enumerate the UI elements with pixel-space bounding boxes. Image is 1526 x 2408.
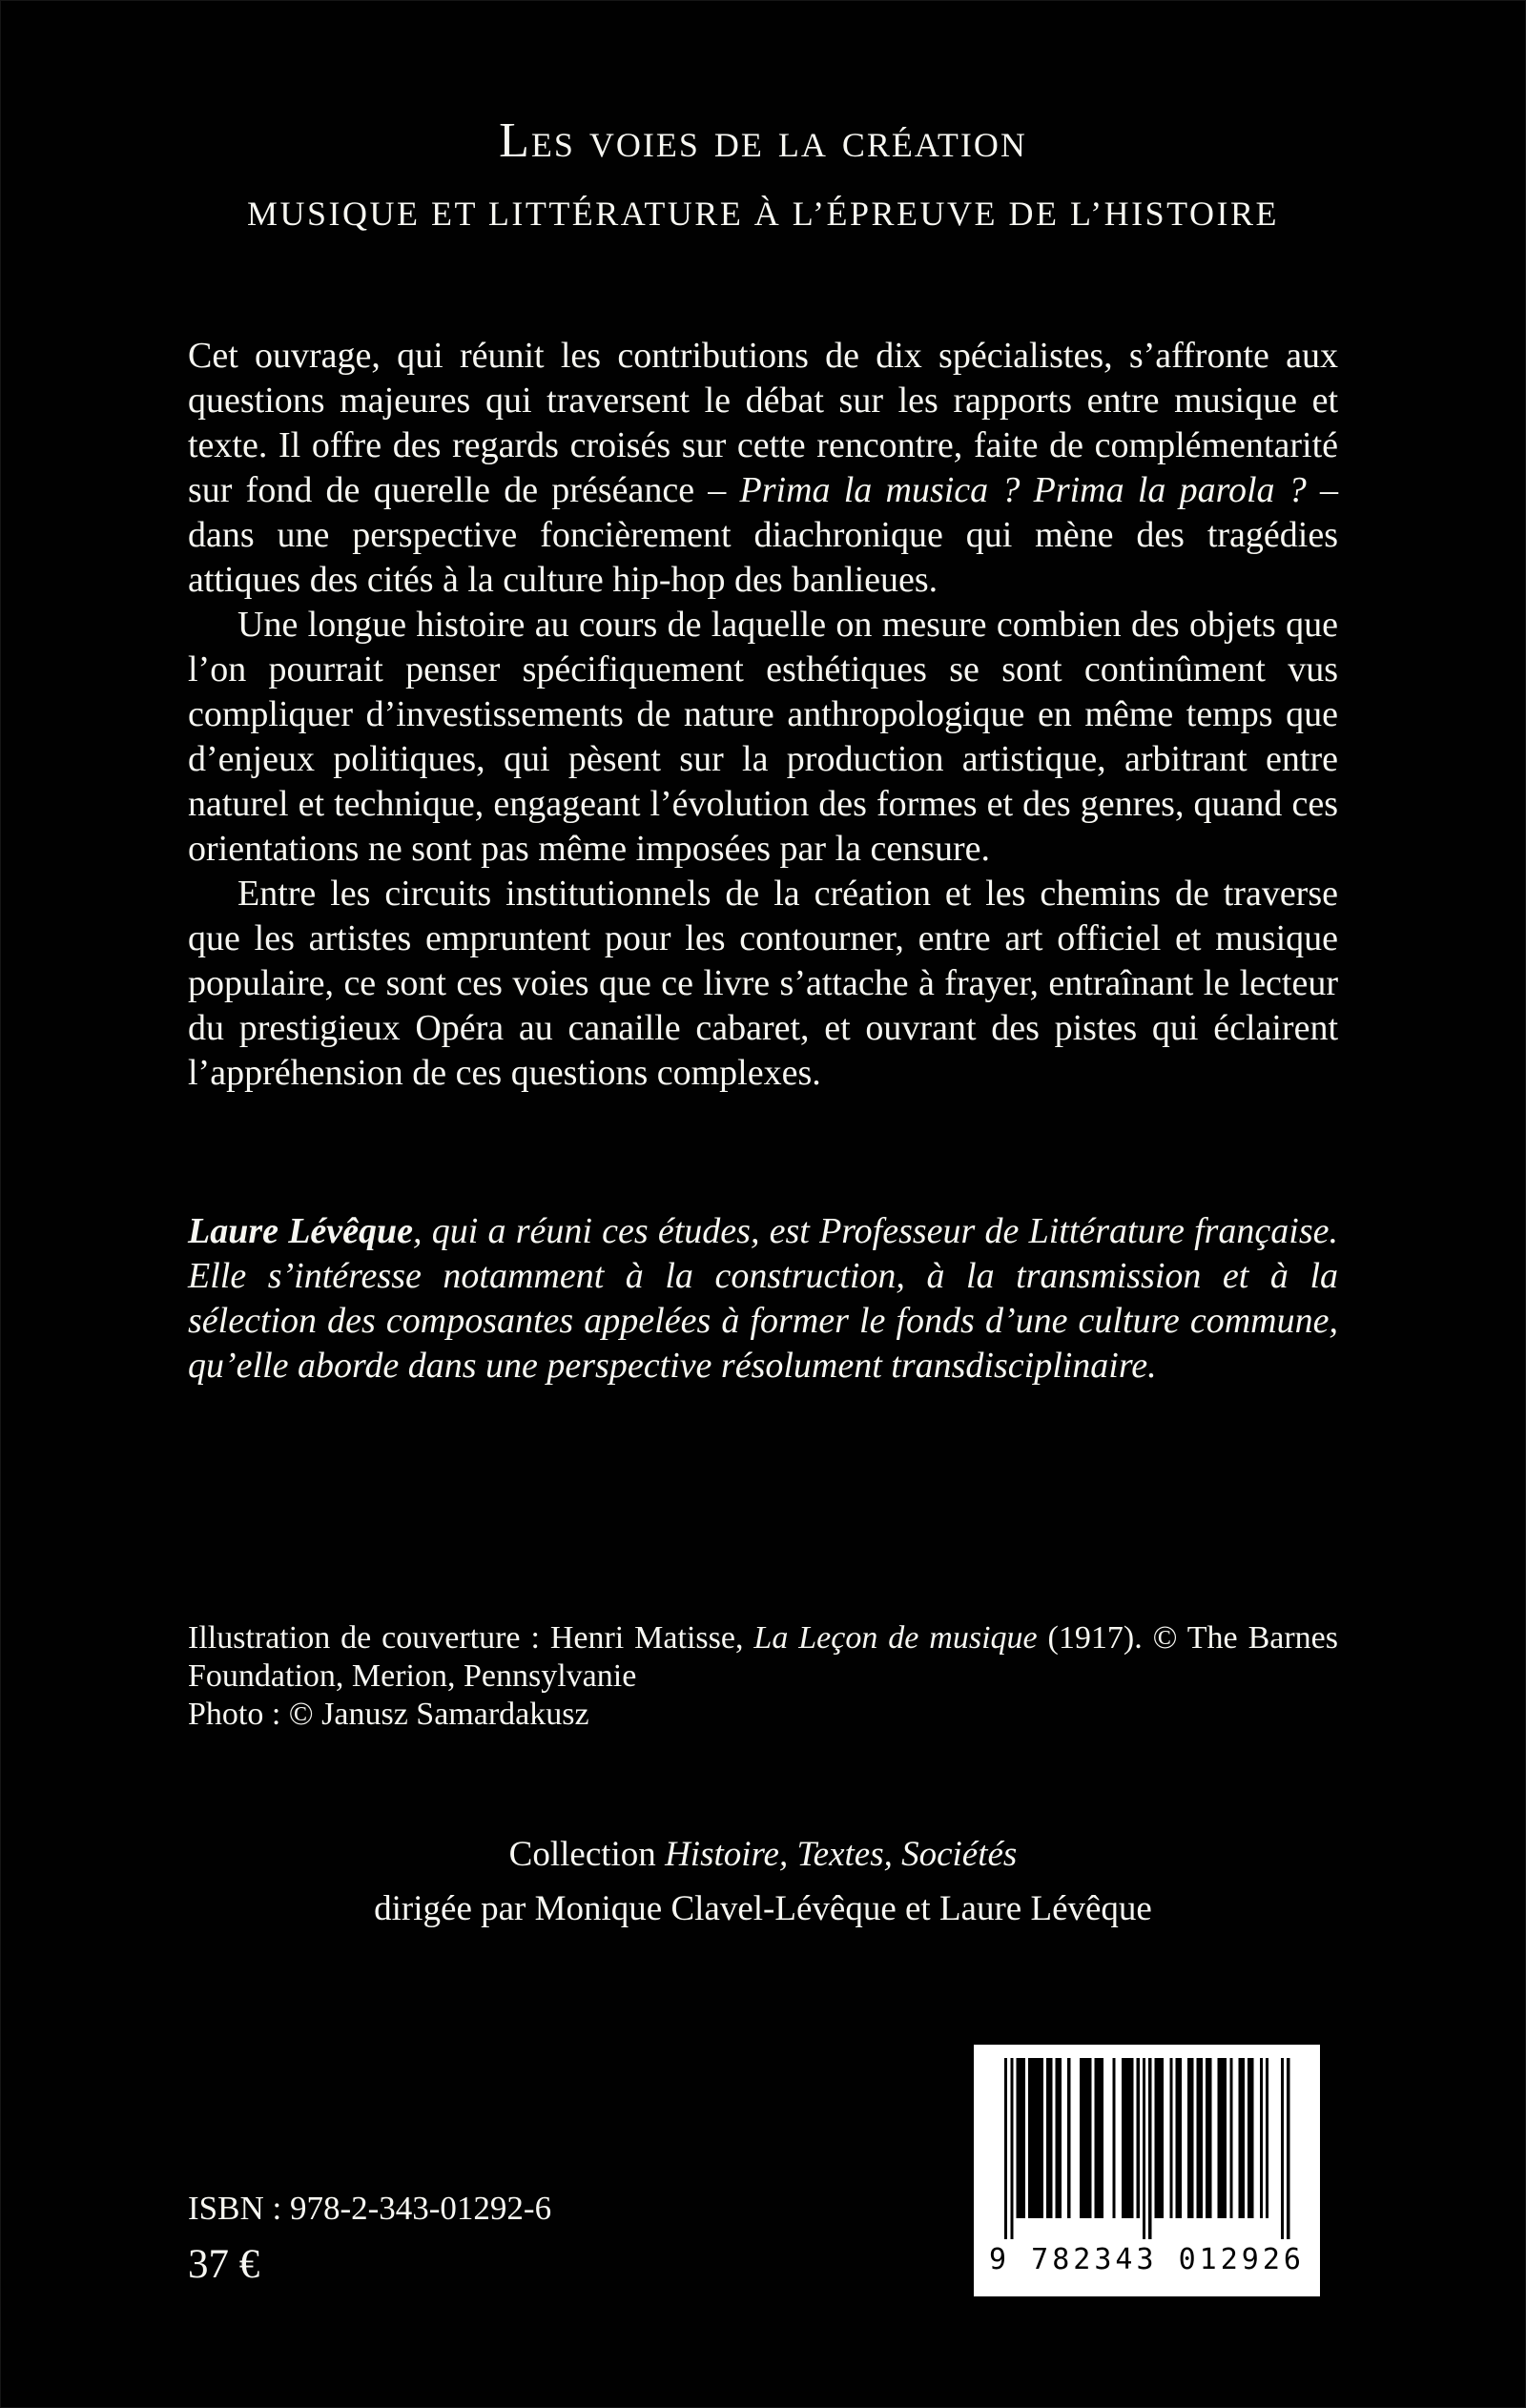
synopsis-paragraph-1: [188, 334, 1338, 603]
isbn-text: ISBN : 978-2-343-01292-6: [188, 2190, 552, 2227]
cover-credits: [188, 1619, 1338, 1734]
collection-block: [0, 1827, 1526, 1936]
collection-line-2: dirigée par Monique Clavel-Lévêque et Laure Lévêque: [374, 1889, 1152, 1928]
synopsis-paragraph-2: Une longue histoire au cours de laquelle on mesure combien des objets que l’on pourrait penser spécifiquement esthétiques se sont continûment vus compliquer d’investissements de nature anthropologique en même temps que d’enjeux politiques, qui pèsent sur la production artistique, arbitrant entre naturel et technique, engageant l’évolution des formes et des genres, quand ces orientations ne sont pas même imposées par la censure.: [188, 605, 1338, 869]
barcode-number: 9 782343 012926: [989, 2243, 1305, 2276]
price-text: 37 €: [188, 2242, 260, 2287]
synopsis-p1-text-end: – dans une perspective foncièrement diachronique qui mène des tragédies attiques des cités à la culture hip-hop des banlieues.: [188, 470, 1338, 600]
synopsis-p1-italic: Prima la musica ? Prima la parola ?: [739, 470, 1307, 510]
author-name: Laure Lévêque: [188, 1211, 414, 1251]
author-bio: [188, 1209, 1338, 1389]
collection-line-1: [0, 1827, 1526, 1882]
book-title: Les voies de la création: [499, 113, 1027, 168]
illustration-title: La Leçon de musique: [753, 1620, 1038, 1656]
illustration-credit-text-end: (1917). © The Barnes Foundation, Merion, Pennsylvanie: [188, 1620, 1339, 1694]
illustration-credit-text: Illustration de couverture : Henri Matisse,: [188, 1620, 754, 1656]
synopsis-p1-text: Cet ouvrage, qui réunit les contributions de dix spécialistes, s’affronte aux questions majeures qui traversent le débat sur les rapports entre musique et texte. Il offre des regards croisés sur cette rencontre, faite de complémentarité sur fond de querelle de préséance –: [188, 336, 1338, 510]
photo-credit: Photo : © Janusz Samardakusz: [188, 1697, 589, 1732]
author-bio-text: , qui a réuni ces études, est Professeur de Littérature française. Elle s’intéresse notamment à la construction, à la transmission et à la sélection des composantes appelées à former le fonds d’une culture commune, qu’elle aborde dans une perspective résolument transdisciplinaire.: [188, 1211, 1338, 1386]
book-subtitle: MUSIQUE ET LITTÉRATURE À L’ÉPREUVE DE L’HISTOIRE: [247, 195, 1279, 233]
barcode: [974, 2045, 1320, 2296]
synopsis-paragraph-3: Entre les circuits institutionnels de la création et les chemins de traverse que les artistes empruntent pour les contourner, entre art officiel et musique populaire, ce sont ces voies que ce livre s’attache à frayer, entraînant le lecteur du prestigieux Opéra au canaille cabaret, et ouvrant des pistes qui éclairent l’appréhension de ces questions complexes.: [188, 874, 1338, 1093]
collection-name: Histoire, Textes, Sociétés: [665, 1835, 1018, 1874]
title-block: [0, 113, 1526, 234]
barcode-svg: [1004, 2058, 1290, 2239]
synopsis: [188, 334, 1338, 1096]
collection-label: Collection: [508, 1835, 666, 1874]
author-bio-paragraph: [188, 1209, 1338, 1389]
illustration-credit: [188, 1619, 1338, 1696]
